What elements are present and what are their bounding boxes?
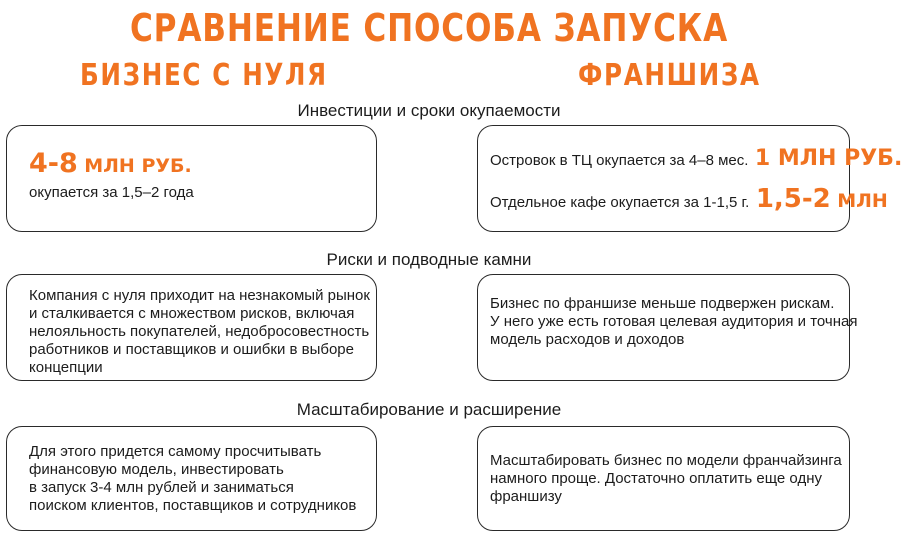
cafe-investment-unit: МЛН: [837, 190, 888, 212]
investment-amount-unit: МЛН РУБ.: [84, 155, 192, 177]
risks-left-line: концепции: [29, 359, 103, 376]
scaling-left-line: финансовую модель, инвестировать: [29, 461, 284, 478]
cafe-payback-text: Отдельное кафе окупается за 1-1,5 г.: [490, 194, 750, 211]
scaling-right-line: намного проще. Достаточно оплатить еще одну: [490, 470, 822, 487]
risks-left-line: работников и поставщиков и ошибки в выборе: [29, 341, 354, 358]
risks-right-line: Бизнес по франшизе меньше подвержен рискам.: [490, 295, 835, 312]
investment-card-franchise: [477, 125, 902, 232]
column-heading-franchise: ФРАНШИЗА: [578, 58, 761, 93]
payback-text: окупается за 1,5–2 года: [29, 184, 194, 201]
investment-card-from-scratch: [6, 125, 377, 232]
risks-left-line: и сталкивается с множеством рисков, включая: [29, 305, 355, 322]
risks-right-line: У него уже есть готовая целевая аудитория и точная: [490, 313, 858, 330]
scaling-card-from-scratch: [6, 426, 377, 531]
kiosk-investment-amount: 1 МЛН РУБ.: [754, 146, 902, 171]
section-heading-investment: Инвестиции и сроки окупаемости: [297, 101, 561, 120]
scaling-right-line: франшизу: [490, 488, 562, 505]
scaling-right-line: Масштабировать бизнес по модели франчайзинга: [490, 452, 842, 469]
kiosk-payback-text: Островок в ТЦ окупается за 4–8 мес.: [490, 152, 749, 169]
scaling-left-line: в запуск 3-4 млн рублей и заниматься: [29, 479, 294, 496]
cafe-investment-value: 1,5-2: [755, 184, 831, 214]
risks-left-line: нелояльность покупателей, недобросовестность: [29, 323, 370, 340]
risks-left-line: Компания с нуля приходит на незнакомый рынок: [29, 287, 370, 304]
scaling-left-line: поиском клиентов, поставщиков и сотрудников: [29, 497, 357, 514]
scaling-left-line: Для этого придется самому просчитывать: [29, 443, 322, 460]
risks-card-franchise: [477, 274, 858, 381]
risks-card-from-scratch: [6, 274, 377, 381]
section-heading-scaling: Масштабирование и расширение: [296, 400, 562, 419]
risks-right-line: модель расходов и доходов: [490, 331, 685, 348]
investment-amount-value: 4-8: [29, 148, 78, 179]
scaling-card-franchise: [477, 426, 850, 531]
column-heading-from-scratch: БИЗНЕС С НУЛЯ: [80, 58, 328, 93]
page-title: СРАВНЕНИЕ СПОСОБА ЗАПУСКА: [129, 6, 729, 50]
section-heading-risks: Риски и подводные камни: [326, 250, 532, 269]
